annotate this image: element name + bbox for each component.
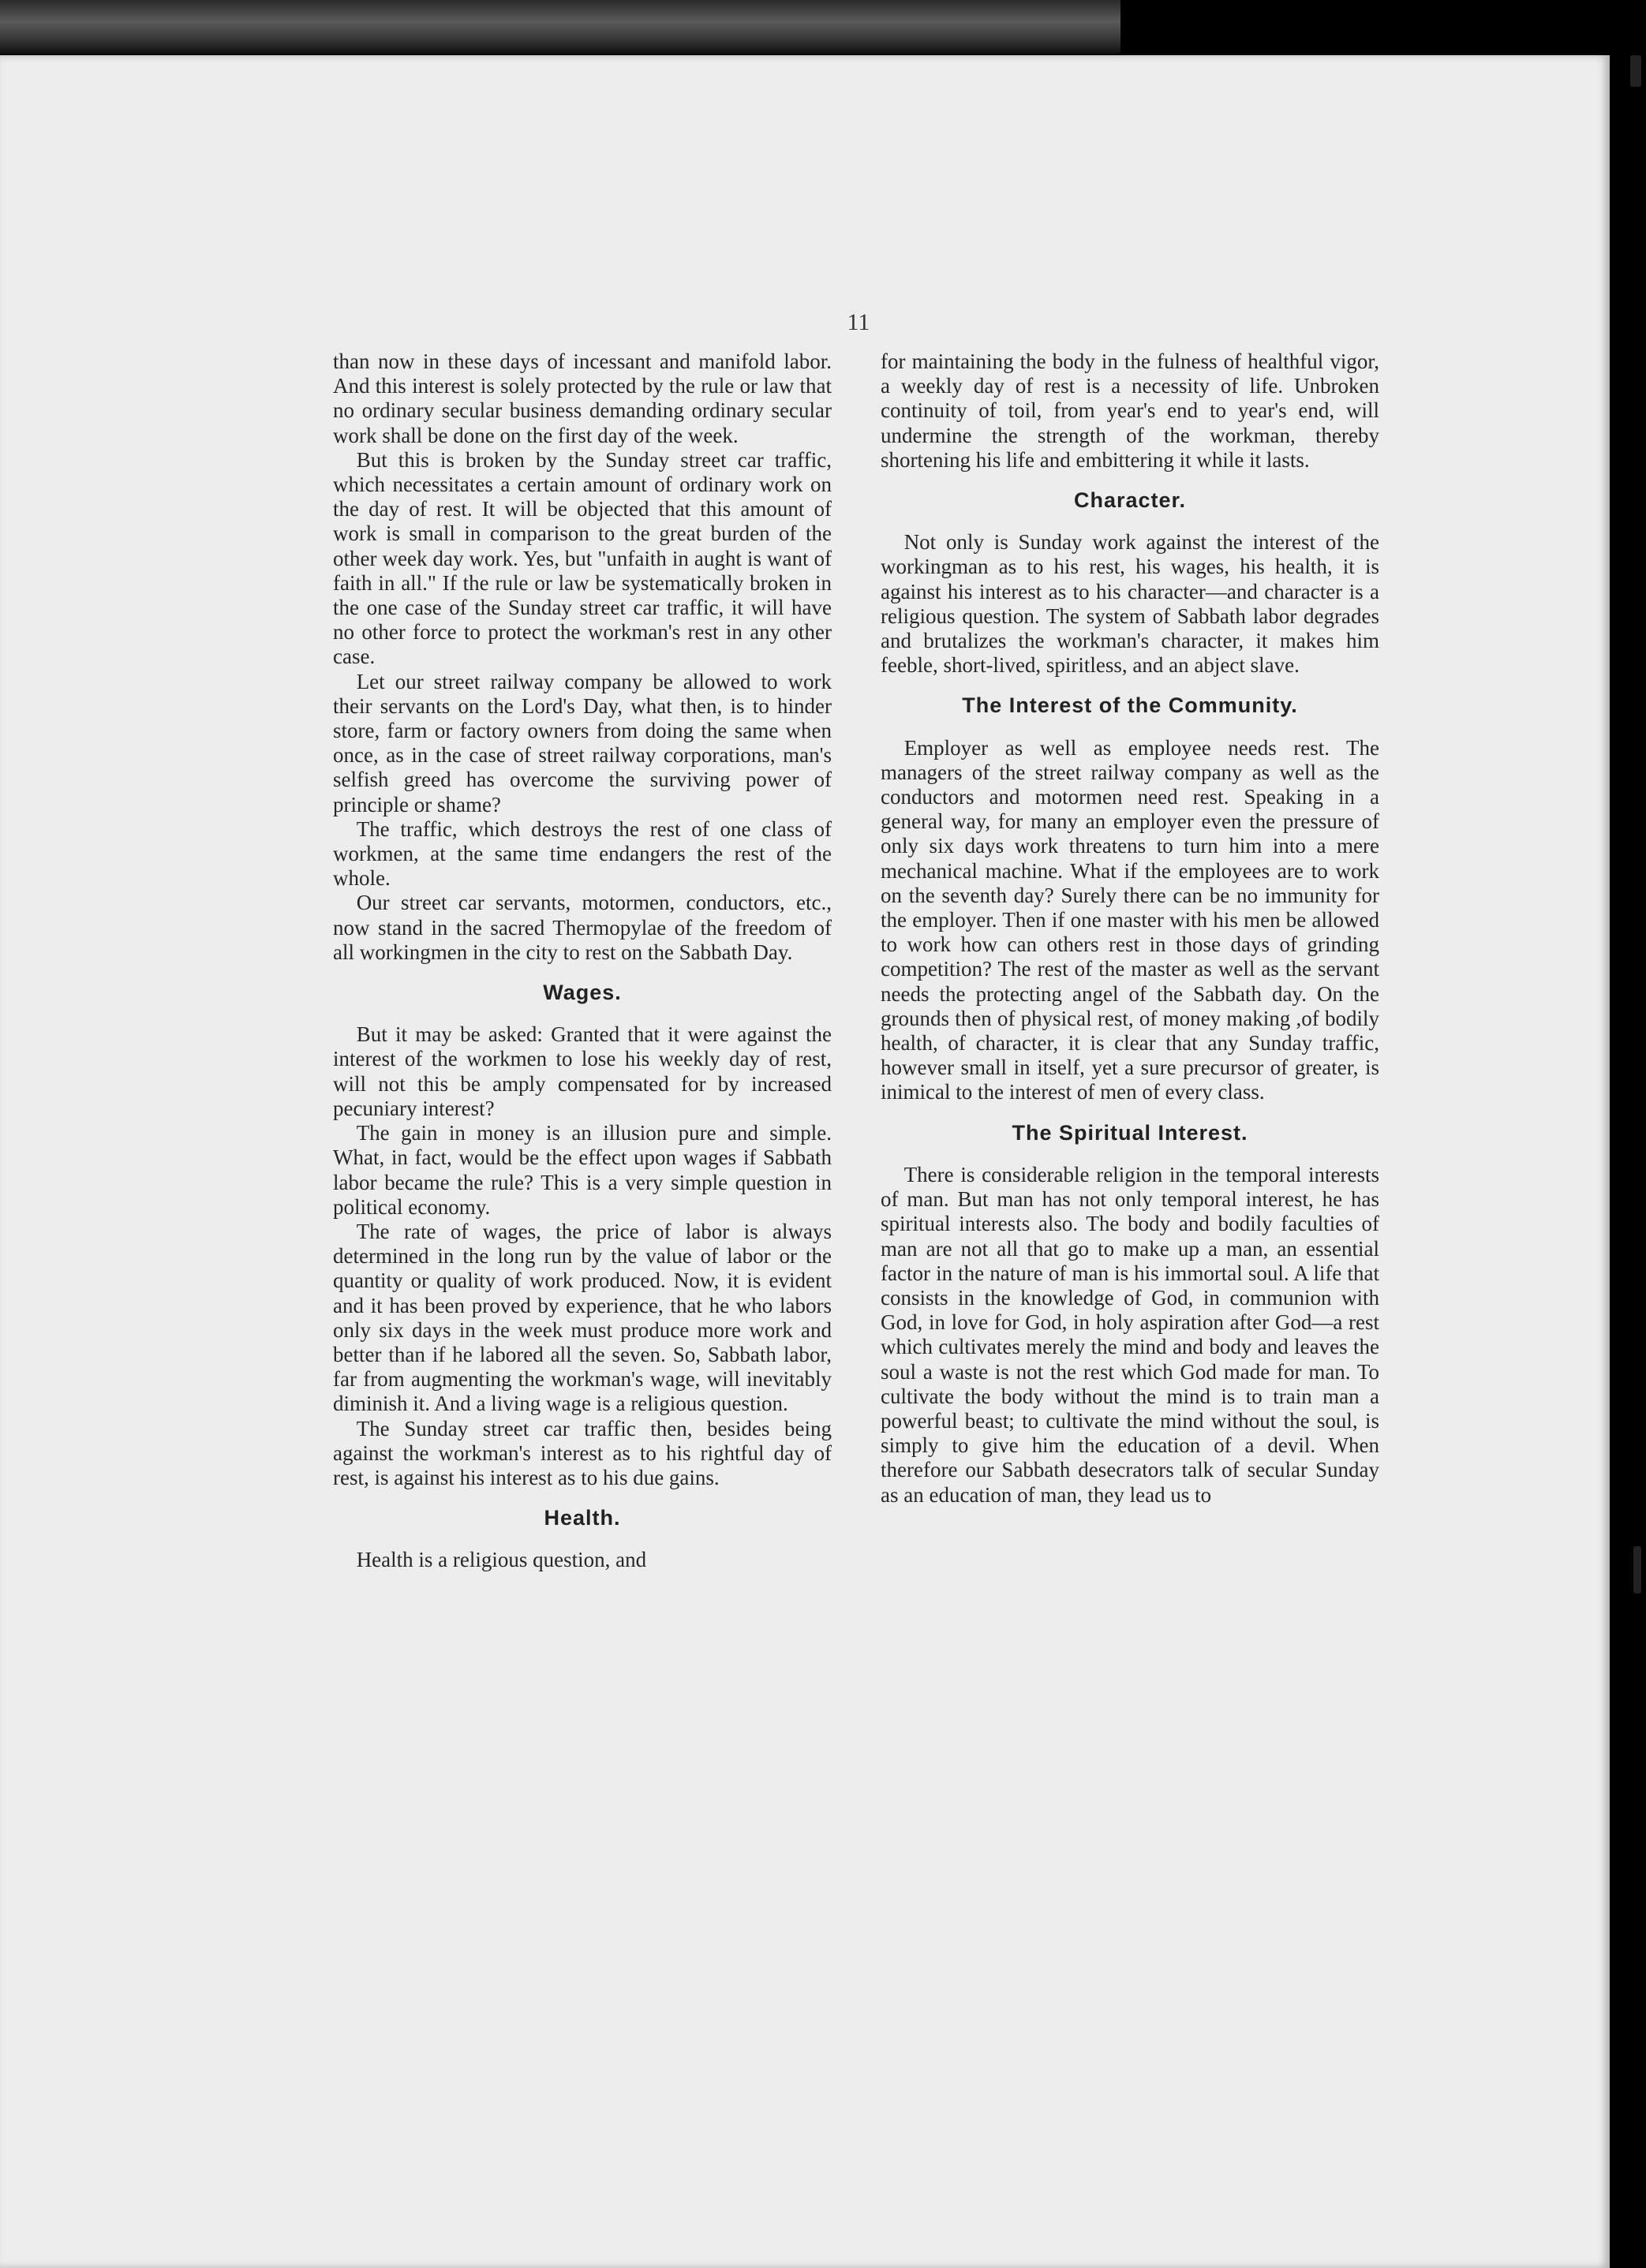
- paragraph: Not only is Sunday work against the interest of the workingman as to his rest, his wages, his health, it is against his interest as to his character—and character is a religious question. The system of Sabbath labor degrades and brutalizes the workman's character, it makes him feeble, short-lived, spiritless, and an abject slave.: [881, 530, 1379, 678]
- paragraph: But it may be asked: Granted that it were against the interest of the workmen to lose his weekly day of rest, will not this be amply compensated for by increased pecuniary interest?: [333, 1022, 832, 1120]
- section-heading-character: Character.: [1073, 488, 1187, 513]
- section-heading-spiritual: The Spiritual Interest.: [1012, 1120, 1248, 1145]
- section-heading-health: Health.: [544, 1506, 621, 1530]
- paragraph: Employer as well as employee needs rest. The managers of the street railway company as well as the conductors and motormen need rest. Speaking in a general way, for many an employer even the pressure of only six days work threatens to turn him into a mere mechanical machine. What if the employees are to work on the seventh day? Surely there can be no immunity for the employer. Then if one master with his men be allowed to work how can others rest in those days of grinding competition? The rest of the master as well as the servant needs the protecting angel of the Sabbath day. On the grounds then of physical rest, of money making ,of bodily health, of character, it is clear that any Sunday traffic, however small in itself, yet a sure precursor of greater, is inimical to the interest of men of every class.: [881, 735, 1379, 1104]
- paragraph: The traffic, which destroys the rest of one class of workmen, at the same time endangers the rest of the whole.: [333, 816, 832, 891]
- scan-edge-mark: [1630, 55, 1641, 87]
- paragraph: Our street car servants, motormen, conductors, etc., now stand in the sacred Thermopylae of the freedom of all workingmen in the city to rest on the Sabbath Day.: [333, 891, 832, 964]
- paragraph: There is considerable religion in the temporal interests of man. But man has not only temporal interest, he has spiritual interests also. The body and bodily faculties of man are not all that go to make up a man, an essential factor in the nature of man is his immortal soul. A life that consists in the knowledge of God, in communion with God, in love for God, in holy aspiration after God—a rest which cultivates merely the mind and body and leaves the soul a waste is not the rest which God made for man. To cultivate the body without the mind is to train man a powerful beast; to cultivate the mind without the soul, is simply to give him the education of a devil. When therefore our Sabbath desecrators talk of secular Sunday as an education of man, they lead us to: [881, 1162, 1379, 1507]
- section-heading-community: The Interest of the Community.: [962, 693, 1298, 718]
- paragraph: Health is a religious question, and: [356, 1548, 647, 1572]
- section-heading-wages: Wages.: [543, 981, 622, 1005]
- paragraph: The rate of wages, the price of labor is always determined in the long run by the value of labor or the quantity or quality of work produced. Now, it is evident and it has been proved by experience, that he who labors only six days in the week must produce more work and better than if he labored all the seven. So, Sabbath labor, far from augmenting the workman's wage, will inevitably diminish it. And a living wage is a religious question.: [333, 1219, 832, 1416]
- paragraph: The Sunday street car traffic then, besides being against the workman's interest as to his rightful day of rest, is against his interest as to his due gains.: [333, 1416, 832, 1489]
- page-number: 11: [847, 309, 870, 335]
- left-column: [333, 349, 832, 1573]
- paragraph: But this is broken by the Sunday street car traffic, which necessitates a certain amount of ordinary work on the day of rest. It will be objected that this amount of work is small in comparison to the great burden of the other week day work. Yes, but "unfaith in aught is want of faith in all." If the rule or law be systematically broken in the one case of the Sunday street car traffic, it will have no other force to protect the workman's rest in any other case.: [333, 447, 832, 669]
- scan-top-border: [0, 0, 1120, 54]
- paragraph: Let our street railway company be allowed to work their servants on the Lord's Day, what then, is to hinder store, farm or factory owners from doing the same when once, as in the case of street railway corporations, man's selfish greed has overcome the surviving power of principle or shame?: [333, 669, 832, 816]
- paragraph: for maintaining the body in the fulness of healthful vigor, a weekly day of rest is a necessity of life. Unbroken continuity of toil, from year's end to year's end, will undermine the strength of the workman, thereby shortening his life and embittering it while it lasts.: [881, 349, 1379, 472]
- paragraph: than now in these days of incessant and manifold labor. And this interest is solely protected by the rule or law that no ordinary secular business demanding ordinary secular work shall be done on the first day of the week.: [333, 349, 832, 447]
- paragraph: The gain in money is an illusion pure and simple. What, in fact, would be the effect upon wages if Sabbath labor became the rule? This is a very simple question in political economy.: [333, 1121, 832, 1219]
- scan-edge-mark: [1633, 1546, 1641, 1594]
- right-column: [881, 349, 1379, 1508]
